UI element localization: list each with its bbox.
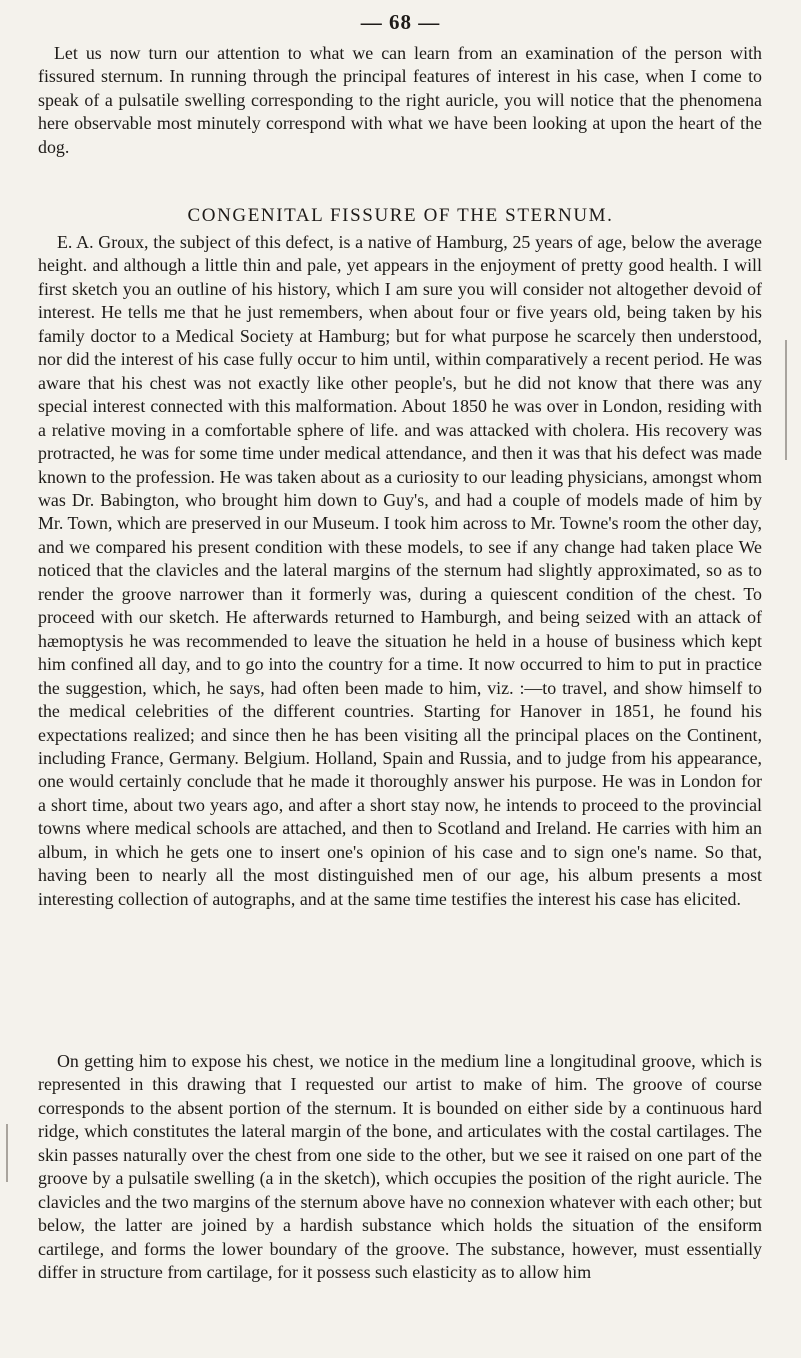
margin-scan-mark [6,1124,8,1182]
history-paragraph [38,231,762,911]
page-number: — 68 — [360,10,441,34]
examination-paragraph [38,1050,762,1285]
intro-paragraph-text: Let us now turn our attention to what we can learn from an examination of the person with fissured sternum. In running through the principal features of interest in his case, when I come to speak of a pulsatile swelling corresponding to the right auricle, you will notice that the phenomena here observable most minutely correspond with what we have been looking at upon the heart of the dog. [38,43,762,157]
intro-paragraph [38,42,762,159]
section-heading: CONGENITAL FISSURE OF THE STERNUM. [187,205,614,226]
examination-paragraph-text: On getting him to expose his chest, we notice in the medium line a longitudinal groove, which is represented in this drawing that I requested our artist to make of him. The groove of course corresponds to the absent portion of the sternum. It is bounded on either side by a continuous hard ridge, which constitutes the lateral margin of the bone, and articulates with the costal cartilages. The skin passes naturally over the chest from one side to the other, but we see it raised on one part of the groove by a pulsatile swelling (a in the sketch), which occupies the position of the right auricle. The clavicles and the two margins of the sternum above have no connexion whatever with each other; but below, the latter are joined by a hardish substance which holds the situation of the ensiform cartilege, and forms the lower boundary of the groove. The substance, however, must essentially differ in structure from cartilage, for it possess such elasticity as to allow him [38,1051,763,1283]
page-edge-shadow [785,340,787,460]
history-paragraph-text: E. A. Groux, the subject of this defect, is a native of Hamburg, 25 years of age, below the average height. and although a little thin and pale, yet appears in the enjoyment of pretty good health. I will first sketch you an outline of his history, which I am sure you will consider not altogether devoid of interest. He tells me that he just remembers, when about four or five years old, being taken by his family doctor to a Medical Society at Hamburg; but for what purpose he scarcely then understood, nor did the interest of his case fully occur to him until, within comparatively a recent period. He was aware that his chest was not exactly like other people's, but he did not know that there was any special interest connected with this malformation. About 1850 he was over in London, residing with a relative moving in a comfortable sphere of life. and was attacked with cholera. His recovery was protracted, he was for some time under medical attendance, and then it was that his defect was made known to the profession. He was taken about as a curiosity to our leading physicians, amongst whom was Dr. Babington, who brought him down to Guy's, and had a couple of models made of him by Mr. Town, which are preserved in our Museum. I took him across to Mr. Towne's room the other day, and we compared his present condition with these models, to see if any change had taken place We noticed that the clavicles and the lateral margins of the sternum had slightly approximated, so as to render the groove narrower than it formerly was, during a quiescent condition of the chest. To proceed with our sketch. He afterwards returned to Hamburgh, and being seized with an attack of hæmoptysis he was recommended to leave the situation he held in a house of business which kept him confined all day, and to go into the country for a time. It now occurred to him to put in practice the suggestion, which, he says, had often been made to him, viz. :—to travel, and show himself to the medical celebrities of the different countries. Starting for Hanover in 1851, he found his expectations realized; and since then he has been visiting all the principal places on the Continent, including France, Germany. Belgium. Holland, Spain and Russia, and to judge from his appearance, one would certainly conclude that he made it thoroughly answer his purpose. He was in London for a short time, about two years ago, and after a short stay now, he intends to proceed to the provincial towns where medical schools are attached, and then to Scotland and Ireland. He carries with him an album, in which he gets one to insert one's opinion of his case and to sign one's name. So that, having been to nearly all the most distinguished men of our age, his album presents a most interesting collection of autographs, and at the same time testifies the interest his case has elicited. [38,232,762,909]
